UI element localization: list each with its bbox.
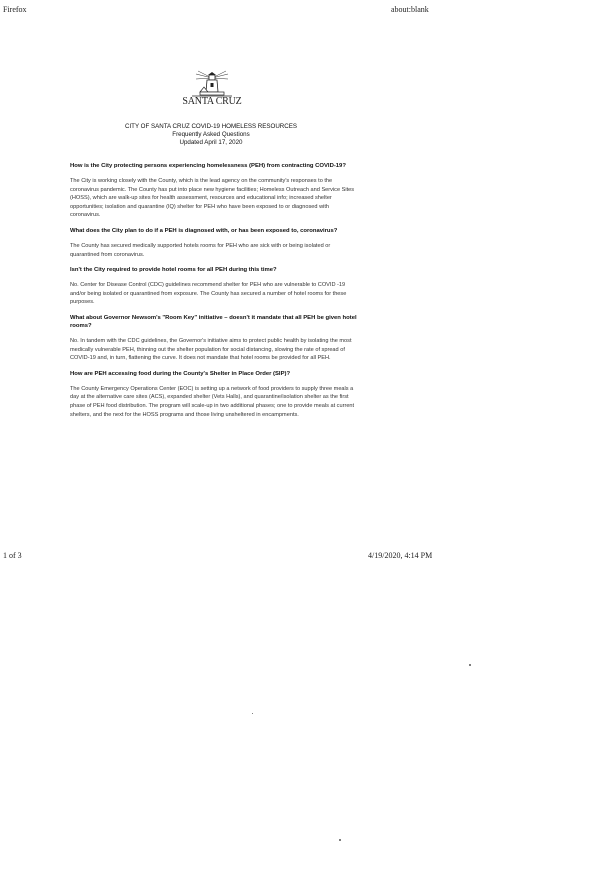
print-header-left: Firefox (3, 5, 27, 14)
faq-question: What does the City plan to do if a PEH is diagnosed with, or has been exposed to, coronavirus? (70, 227, 338, 234)
title-line-3: Updated April 17, 2020 (179, 139, 243, 146)
faq-answer: No. Center for Disease Control (CDC) guidelines recommend shelter for PEH who are vulnerable to COVID -19 and/or being isolated or quarantined from exposure. The County has secured a number of hotel rooms for these purposes. (70, 282, 347, 306)
faq-question: How is the City protecting persons experiencing homelessness (PEH) from contracting COVID-19? (70, 163, 346, 169)
faq-question: What about Governor Newsom's "Room Key" initiative – doesn't it mandate that all PEH be given hotel rooms? (70, 314, 357, 329)
faq-answer: The County has secured medically supported hotels rooms for PEH who are sick with or being isolated or quarantined from coronavirus. (70, 242, 331, 258)
scan-speck (469, 664, 471, 666)
page-count: 1 of 3 (3, 551, 22, 560)
faq-question: How are PEH accessing food during the County's Shelter in Place Order (SIP)? (70, 370, 291, 377)
scan-speck (252, 713, 253, 714)
faq-answer: The City is working closely with the County, which is the lead agency on the community's responses to the coronavirus pandemic. The County has put into place new hygiene facilities; Homeless Outreach and Service Sites (HOSS), which are walk-up sites for health assessment, resources and educational info; increased shelter opportunities; isolation and quarantine (IQ) shelter for PEH who have been exposed to or diagnosed with coronavirus. (70, 178, 355, 219)
scan-speck (339, 839, 341, 841)
document-title (100, 123, 322, 147)
print-timestamp: 4/19/2020, 4:14 PM (368, 551, 433, 560)
faq-list (70, 162, 360, 426)
faq-question: Isn't the City required to provide hotel rooms for all PEH during this time? (70, 267, 277, 274)
print-header-right: about:blank (391, 5, 429, 14)
title-line-2: Frequently Asked Questions (172, 131, 250, 138)
logo-wordmark: SANTA CRUZ (182, 96, 242, 107)
title-line-1: CITY OF SANTA CRUZ COVID-19 HOMELESS RESOURCES (124, 123, 298, 130)
faq-answer: No. In tandem with the CDC guidelines, the Governor's initiative aims to protect public health by isolating the most medically vulnerable PEH, thinning out the shelter population for social distancing, slowing the rate of spread of COVID-19 and, in turn, flattening the curve. It does not mandate that hotel rooms be provided for all PEH. (70, 337, 352, 362)
faq-answer: The County Emergency Operations Center (EOC) is setting up a network of food providers to supply three meals a day at the alternative care sites (ACS), expanded shelter (Vets Halls), and quarantine/isolation shelter as the first phase of PEH food distribution. The program will scale-up in two additional phases; one to provide meals at current shelters, and the next for the HOSS programs and those living unsheltered in encampments. (70, 385, 355, 418)
